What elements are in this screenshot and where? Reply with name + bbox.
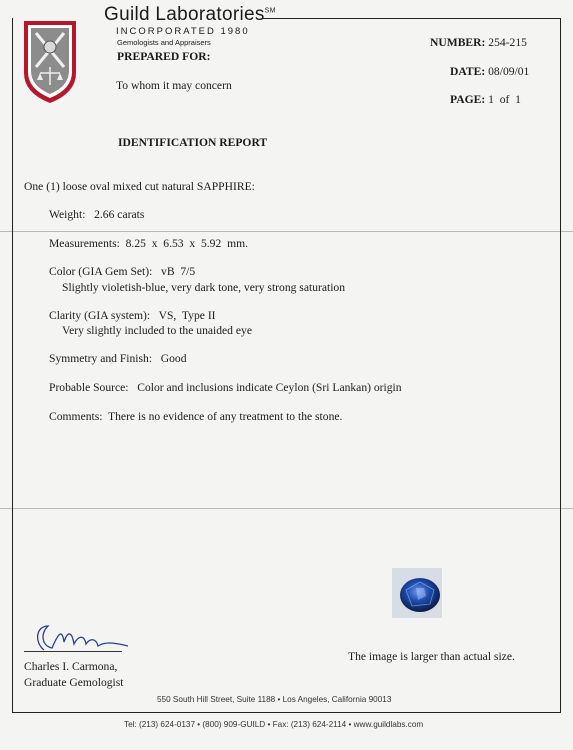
color-line: Color (GIA Gem Set): vB 7/5 — [49, 265, 196, 278]
service-mark: SM — [264, 7, 276, 15]
number-value: 254-215 — [488, 36, 527, 49]
report-date — [450, 65, 529, 78]
signatory-title: Graduate Gemologist — [24, 676, 124, 689]
clarity-description: Very slightly included to the unaided eye — [62, 324, 252, 337]
signature-line — [24, 651, 122, 652]
number-label: NUMBER: — [430, 36, 486, 49]
company-tagline: Gemologists and Appraisers — [117, 38, 211, 47]
page-label: PAGE: — [450, 93, 486, 106]
date-label: DATE: — [450, 65, 486, 78]
top-border-right — [262, 18, 560, 19]
fold-line-upper — [0, 231, 573, 232]
image-caption: The image is larger than actual size. — [348, 650, 515, 663]
right-border — [560, 18, 561, 713]
symmetry-line: Symmetry and Finish: Good — [49, 352, 187, 365]
report-title: IDENTIFICATION REPORT — [118, 136, 268, 149]
company-name — [104, 4, 276, 26]
footer-address: 550 South Hill Street, Suite 1188 • Los Angeles, California 90013 — [157, 695, 392, 704]
weight-line: Weight: 2.66 carats — [49, 208, 145, 221]
gem-description: One (1) loose oval mixed cut natural SAPPHIRE: — [24, 180, 255, 193]
comments-line: Comments: There is no evidence of any treatment to the stone. — [49, 410, 343, 423]
prepared-for-label: PREPARED FOR: — [117, 50, 211, 63]
color-description: Slightly violetish-blue, very dark tone, very strong saturation — [62, 281, 346, 294]
bottom-border — [12, 712, 561, 713]
date-value: 08/09/01 — [488, 65, 530, 78]
company-name-text: Guild Laboratories — [104, 4, 265, 25]
report-page — [450, 93, 521, 106]
probable-source-line: Probable Source: Color and inclusions indicate Ceylon (Sri Lankan) origin — [49, 381, 402, 394]
footer-contact: Tel: (213) 624-0137 • (800) 909-GUILD • Fax: (213) 624-2114 • www.guildlabs.com — [124, 720, 424, 729]
page-value: 1 of 1 — [488, 93, 521, 106]
report-number — [430, 36, 527, 49]
prepared-for-value: To whom it may concern — [116, 79, 232, 92]
signatory-name: Charles I. Carmona, — [24, 660, 118, 673]
guild-shield-logo — [22, 15, 78, 105]
measurements-line: Measurements: 8.25 x 6.53 x 5.92 mm. — [49, 237, 249, 250]
incorporated-line: INCORPORATED 1980 — [116, 26, 250, 37]
fold-line-lower — [0, 508, 573, 509]
clarity-line: Clarity (GIA system): VS, Type II — [49, 309, 216, 322]
left-border — [12, 18, 13, 713]
sapphire-photo — [392, 568, 442, 618]
